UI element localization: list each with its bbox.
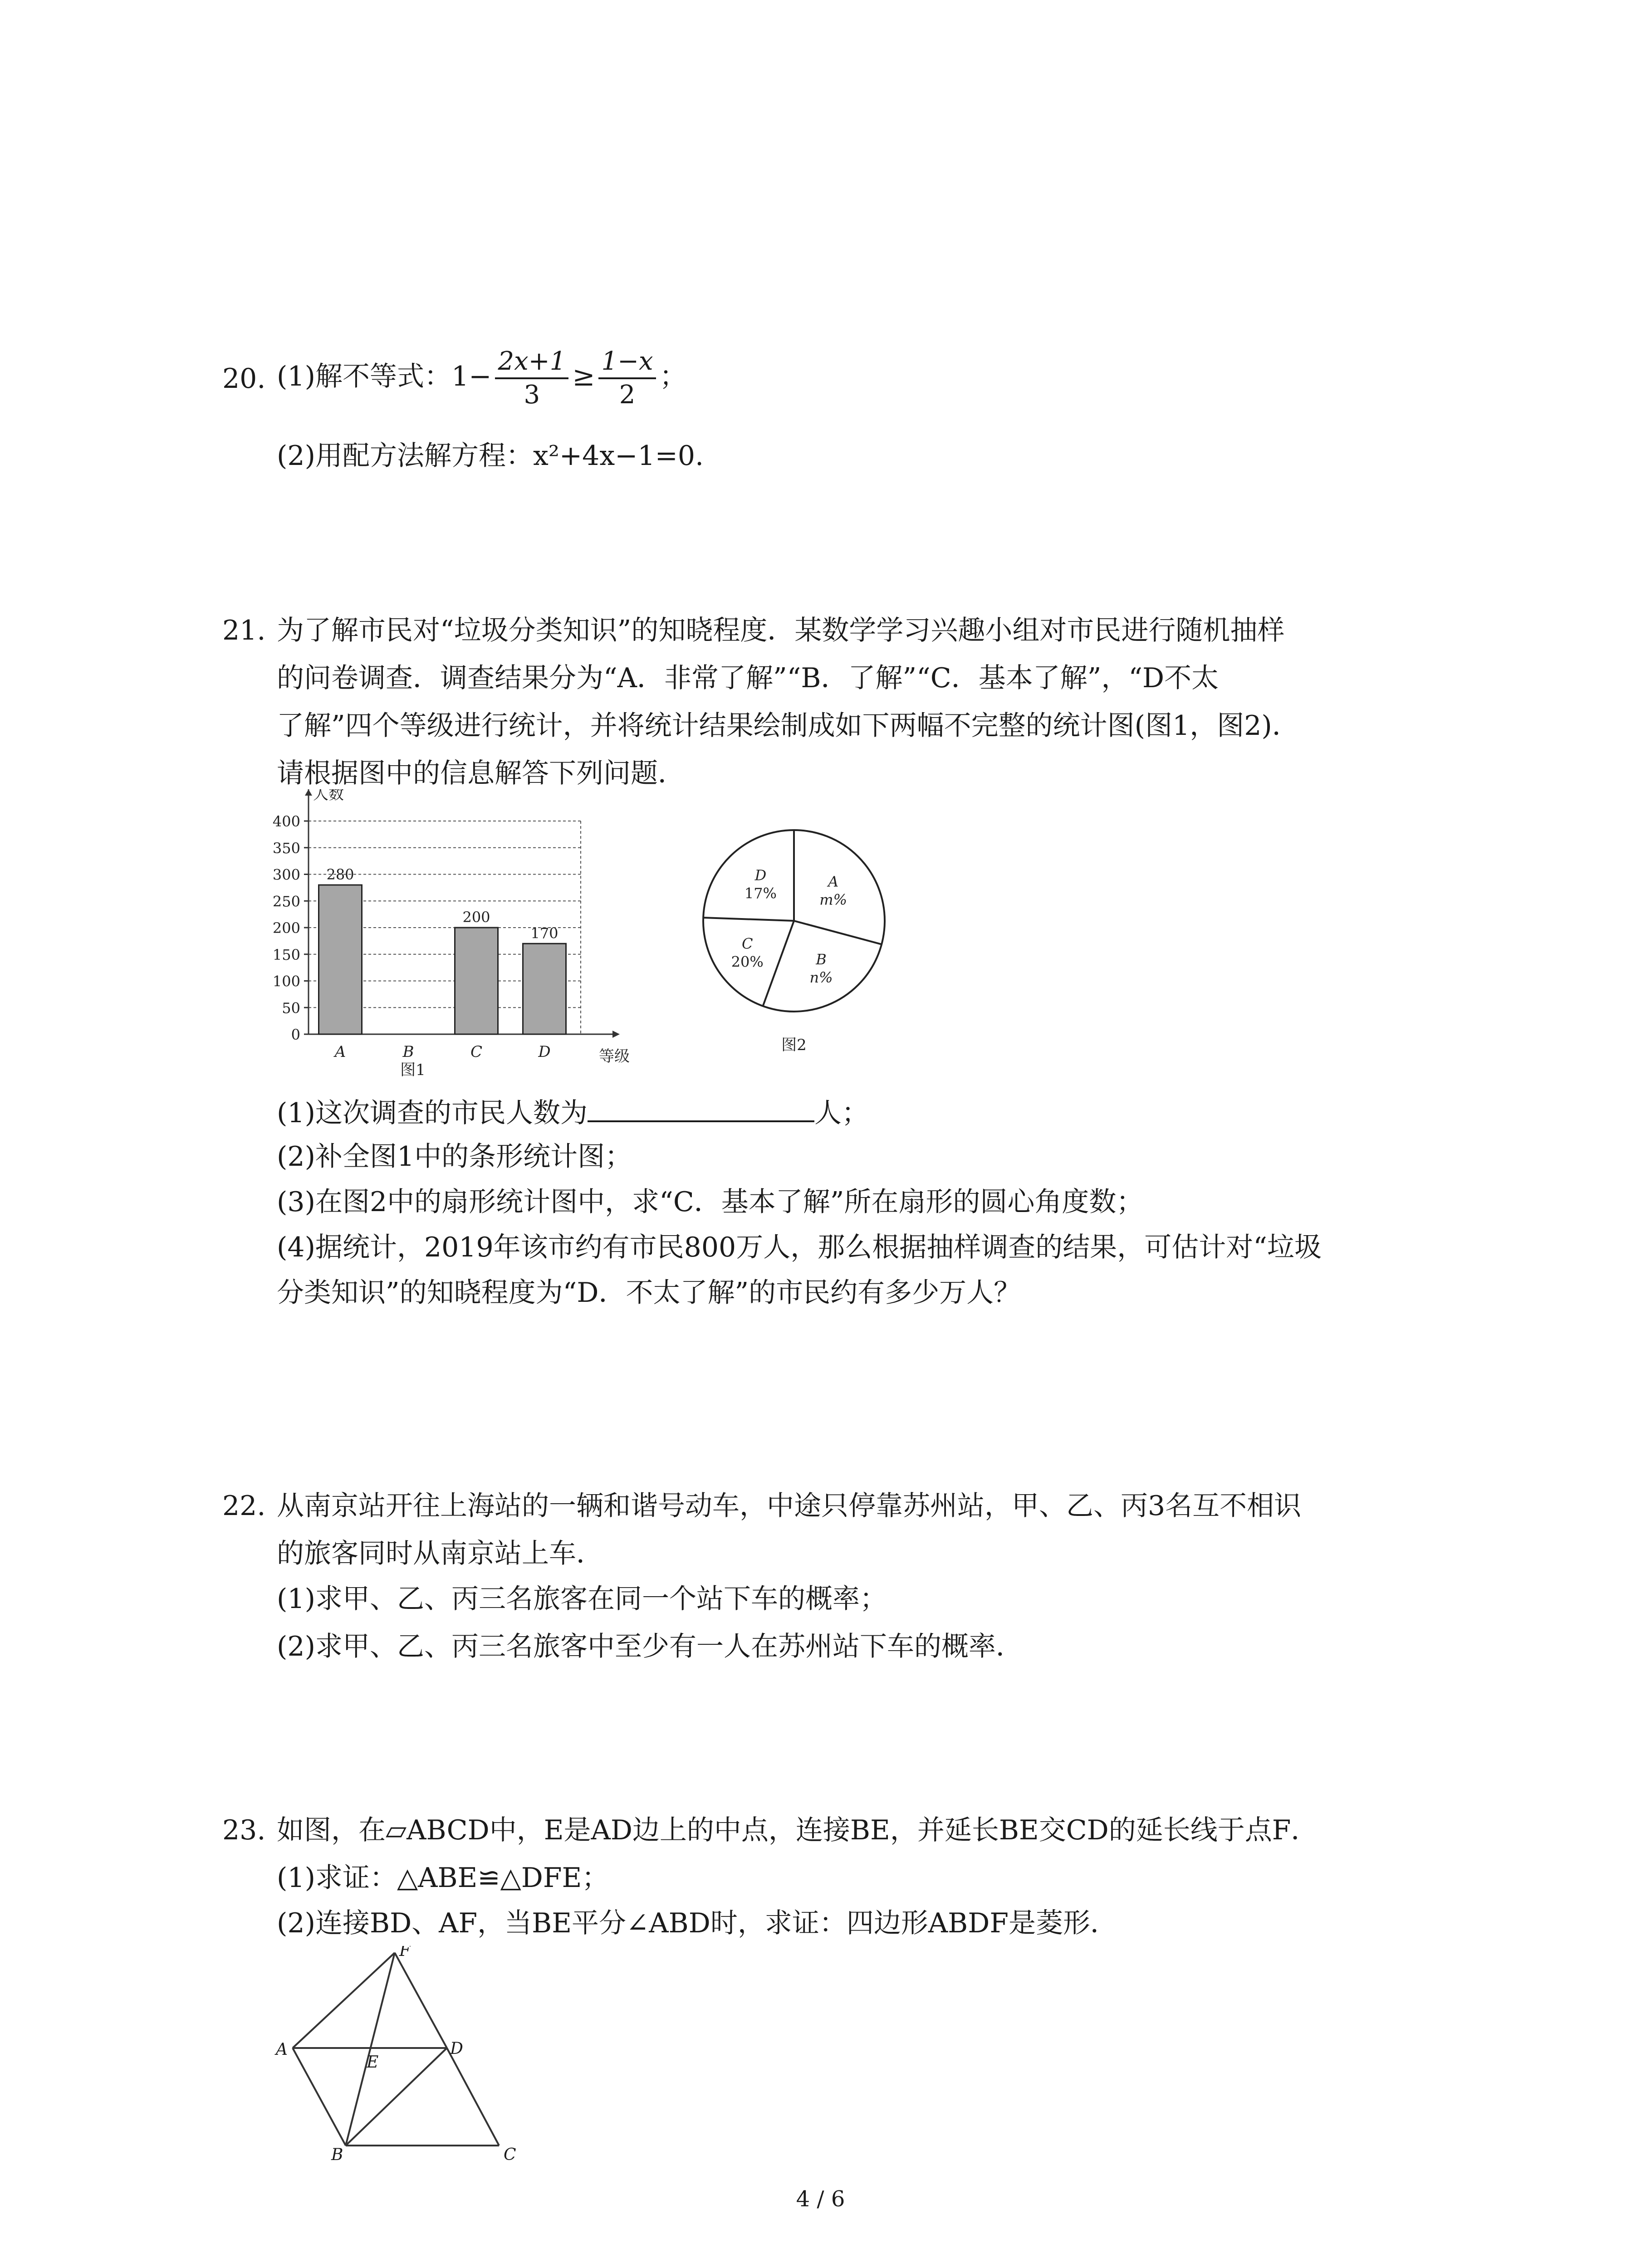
answer-blank[interactable] [588,1093,814,1122]
chart-caption: 图1 [400,1061,426,1079]
label-C: C [504,2146,516,2164]
segment-BD [346,2048,447,2146]
y-axis-label: 人数 [313,789,344,803]
denominator: 3 [524,380,540,410]
y-tick-label: 50 [282,999,300,1017]
segment-AB [293,2048,346,2146]
pie-slice-label: B [816,950,827,968]
x-axis-arrow [612,1031,620,1038]
numerator: 1−x [598,346,656,379]
pie-slice-label: C [741,935,753,953]
y-axis-arrow [305,789,312,796]
bar [455,928,498,1034]
fraction [495,346,568,411]
segment-DF [395,1953,447,2048]
bar-chart-figure [254,789,662,1081]
punctuation: ； [659,361,687,392]
q21-sub1-text: (1)这次调查的市民人数为 [277,1097,588,1129]
q23-text-line: 如图，在▱ABCD中，E是AD边上的中点，连接BE，并延长BE交CD的延长线于点F． [277,1814,1318,1846]
y-tick-label: 100 [272,973,300,990]
segment-AF [293,1953,395,2048]
geometry-diagram [263,1946,535,2164]
x-axis-label: 等级 [599,1047,630,1066]
pie-slice-value: 17% [744,885,777,902]
relation: ≥ [572,361,595,392]
segment-DC [447,2048,499,2146]
label-A: A [276,2040,288,2059]
bar-data-label: 280 [326,866,354,883]
q23-sub1: (1)求证：△ABE≌△DFE； [277,1862,609,1894]
y-tick-label: 250 [272,893,300,910]
y-tick-label: 400 [272,813,300,830]
label-F: F [399,1946,411,1960]
pie-slice-label: A [828,873,839,890]
q22-sub1: (1)求甲、乙、丙三名旅客在同一个站下车的概率； [277,1583,887,1615]
q21-text-line: 了解”四个等级进行统计，并将统计结果绘制成如下两幅不完整的统计图(图1，图2)． [277,710,1299,742]
bar-chart [254,789,662,1080]
q22-sub2: (2)求甲、乙、丙三名旅客中至少有一人在苏州站下车的概率． [277,1631,1023,1662]
q21-text-line: 的问卷调查．调查结果分为“A．非常了解”“B．了解”“C．基本了解”，“D不太 [277,662,1219,694]
q23-sub2: (2)连接BD、AF，当BE平分∠ABD时，求证：四边形ABDF是菱形． [277,1907,1117,1939]
parallelogram-figure [263,1946,535,2165]
q22-text-line: 从南京站开往上海站的一辆和谐号动车，中途只停靠苏州站，甲、乙、丙3名互不相识 [277,1490,1302,1522]
numerator: 2x+1 [495,346,568,379]
question-number: 20. [222,363,266,395]
question-number: 23. [222,1814,266,1846]
q20-part1 [277,331,687,422]
q21-sub2: (2)补全图1中的条形统计图； [277,1141,632,1173]
bar-data-label: 200 [462,909,490,926]
q21-sub1 [277,1093,869,1131]
y-tick-label: 0 [291,1026,300,1043]
x-tick-label: B [402,1043,414,1061]
q21-text-line: 为了解市民对“垃圾分类知识”的知晓程度．某数学学习兴趣小组对市民进行随机抽样 [277,615,1285,646]
question-number: 22. [222,1490,266,1522]
x-tick-label: A [334,1043,346,1061]
q20-part1-prefix: (1)解不等式：1− [277,361,492,392]
page-number: 4 / 6 [796,2186,845,2212]
chart-caption: 图2 [781,1036,807,1054]
bar [319,885,362,1034]
bar [523,943,566,1034]
q21-text-line: 请根据图中的信息解答下列问题． [277,758,685,789]
y-tick-label: 350 [272,839,300,857]
q21-sub1-unit: 人； [814,1097,869,1129]
pie-slice-value: 20% [731,953,764,971]
label-D: D [450,2039,463,2058]
denominator: 2 [619,380,636,410]
x-tick-label: D [538,1043,551,1061]
y-tick-label: 200 [272,919,300,937]
q21-sub4-line: 分类知识”的知晓程度为“D．不太了解”的市民约有多少万人？ [277,1277,1021,1309]
question-number: 21. [222,615,266,646]
y-tick-label: 150 [272,946,300,963]
pie-slice-label: D [754,866,767,884]
label-E: E [367,2053,379,2072]
pie-slice-value: m% [819,891,847,909]
label-B: B [331,2146,343,2164]
y-tick-label: 300 [272,866,300,884]
pie-slice-value: n% [809,968,833,986]
x-tick-label: C [470,1043,483,1061]
q20-part2: (2)用配方法解方程：x²+4x−1=0. [277,440,704,472]
bar-data-label: 170 [530,924,558,942]
q21-sub3: (3)在图2中的扇形统计图中，求“C．基本了解”所在扇形的圆心角度数； [277,1186,1144,1218]
fraction [598,346,656,411]
q22-text-line: 的旅客同时从南京站上车． [277,1538,603,1569]
q21-sub4-line: (4)据统计，2019年该市约有市民800万人，那么根据抽样调查的结果，可估计对“垃圾 [277,1232,1322,1263]
segment-BF [346,1953,395,2146]
pie-chart-figure [694,826,903,1063]
pie-chart [694,826,903,1061]
